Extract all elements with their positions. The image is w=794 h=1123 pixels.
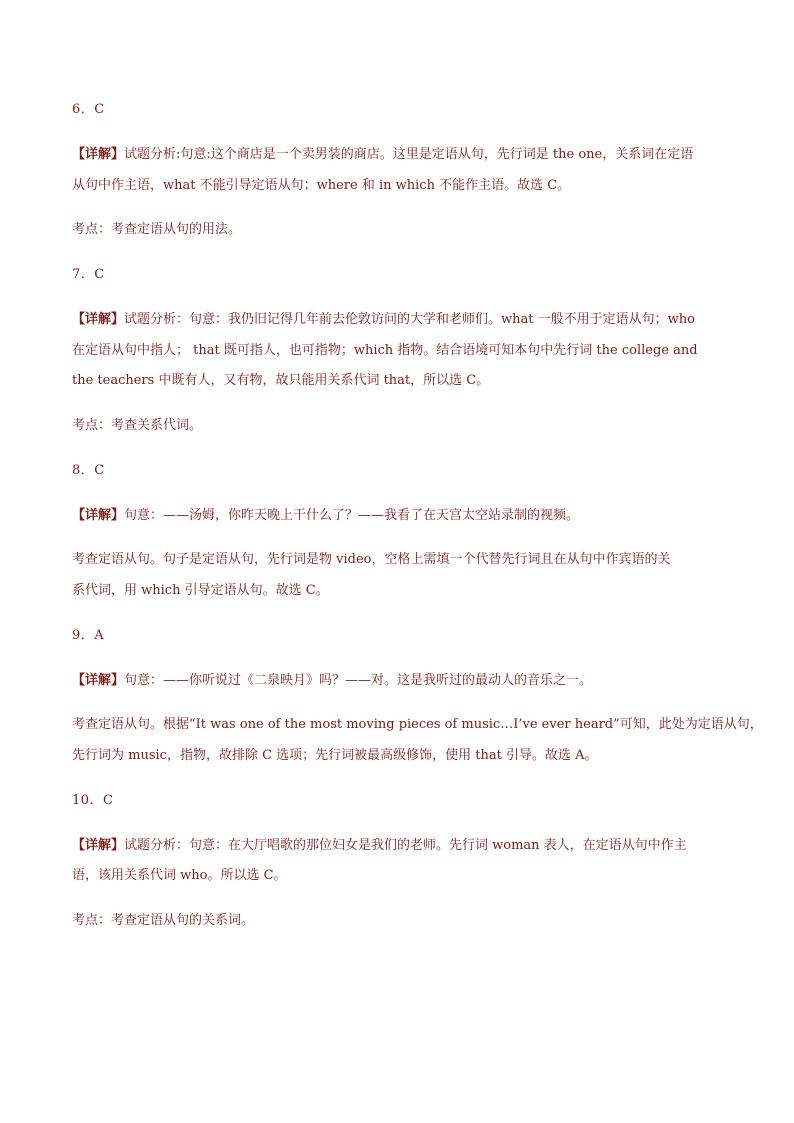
- explanation-line: 从句中作主语，what 不能引导定语从句；where 和 in which 不能作主语。故选 C。: [72, 178, 571, 193]
- explanation-line: 在定语从句中指人； that 既可指人，也可指物；which 指物。结合语境可知本句中先行词 the college and: [72, 343, 698, 358]
- detail-tag: 【详解】: [72, 508, 125, 523]
- answer-number: 9．A: [72, 628, 105, 643]
- detail-tag: 【详解】: [72, 147, 125, 162]
- detail-tag: 【详解】: [72, 673, 125, 688]
- answer-number: 7．C: [72, 267, 105, 282]
- translation-text: 句意：——汤姆，你昨天晚上干什么了？——我看了在天宫太空站录制的视频。: [124, 508, 580, 523]
- explanation-line: 考查定语从句。根据“It was one of the most moving pieces of music…I’ve ever heard”可知，此处为定语从句，: [72, 717, 763, 732]
- exam-point: 考点：考查定语从句的关系词。: [72, 913, 255, 928]
- explanation-line: [72, 507, 732, 525]
- explanation-line: [72, 311, 732, 329]
- explanation-text: 试题分析:句意:这个商店是一个卖男装的商店。这里是定语从句，先行词是 the one，关系词在定语: [124, 147, 694, 162]
- explanation-line: 先行词为 music，指物，故排除 C 选项；先行词被最高级修饰，使用 that 引导。故选 A。: [72, 748, 598, 763]
- explanation-line: 系代词，用 which 引导定语从句。故选 C。: [72, 583, 329, 598]
- detail-tag: 【详解】: [72, 312, 125, 327]
- explanation-text: 试题分析：句意：在大厅唱歌的那位妇女是我们的老师。先行词 woman 表人，在定语从句中作主: [124, 838, 687, 853]
- explanation-line: the teachers 中既有人，又有物，故只能用关系代词 that，所以选 C。: [72, 373, 490, 388]
- answer-number: 10．C: [72, 793, 114, 808]
- explanation-line: [72, 837, 732, 855]
- explanation-line: 语，该用关系代词 who。所以选 C。: [72, 868, 287, 883]
- exam-point: 考点：考查关系代词。: [72, 418, 203, 433]
- explanation-line: [72, 146, 732, 164]
- answer-number: 6．C: [72, 102, 105, 117]
- answer-number: 8．C: [72, 463, 105, 478]
- explanation-text: 试题分析：句意：我仍旧记得几年前去伦敦访问的大学和老师们。what 一般不用于定语从句；who: [124, 312, 695, 327]
- translation-text: 句意：——你听说过《二泉映月》吗？——对。这是我听过的最动人的音乐之一。: [124, 673, 593, 688]
- explanation-line: [72, 672, 732, 690]
- explanation-line: 考查定语从句。句子是定语从句，先行词是物 video，空格上需填一个代替先行词且在从句中作宾语的关: [72, 552, 671, 567]
- detail-tag: 【详解】: [72, 838, 125, 853]
- exam-point: 考点：考查定语从句的用法。: [72, 222, 242, 237]
